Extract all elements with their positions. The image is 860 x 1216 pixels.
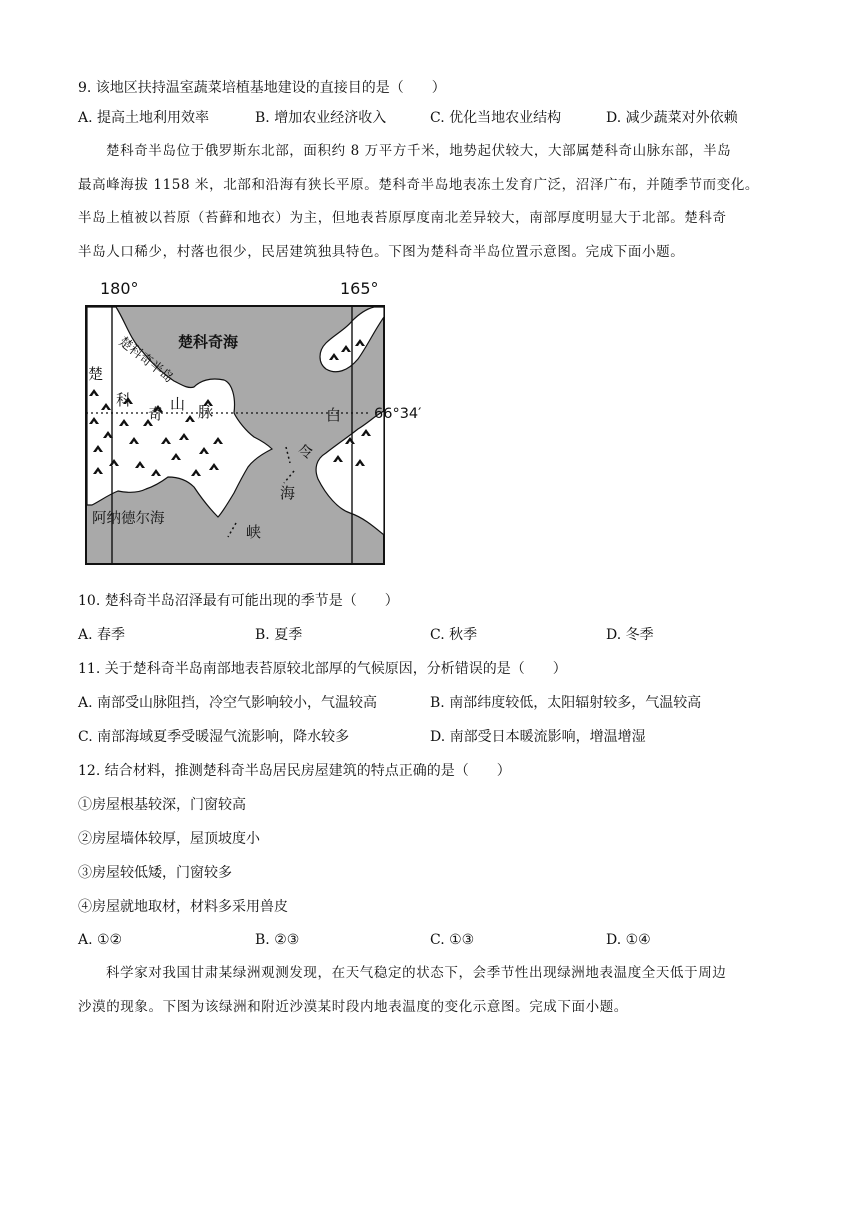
q9-option-d: D. 减少蔬菜对外依赖 bbox=[606, 110, 738, 126]
passage2-line-1: 科学家对我国甘肃某绿洲观测发现，在天气稳定的状态下，会季节性出现绿洲地表温度全天低于周边 bbox=[106, 965, 727, 981]
label-mountain-char-5: 脉 bbox=[198, 403, 214, 421]
q10-option-a: A. 春季 bbox=[78, 627, 126, 643]
label-strait-char-3: 海 bbox=[280, 484, 296, 502]
longitude-label-165: 165° bbox=[340, 279, 379, 298]
q11-option-c: C. 南部海域夏季受暖湿气流影响，降水较多 bbox=[78, 729, 350, 745]
label-mountain-char-4: 山 bbox=[170, 395, 186, 413]
passage-line-3: 半岛上植被以苔原（苔藓和地衣）为主，但地表苔原厚度南北差异较大，南部厚度明显大于北部。楚科奇 bbox=[78, 210, 727, 227]
label-mountain-char-3: 奇 bbox=[148, 405, 164, 423]
q12-statement-4: ④房屋就地取材，材料多采用兽皮 bbox=[78, 899, 288, 915]
q9-option-c: C. 优化当地农业结构 bbox=[430, 110, 562, 126]
q12-statement-3: ③房屋较低矮，门窗较多 bbox=[78, 865, 232, 881]
q12-option-b: B. ②③ bbox=[255, 932, 300, 948]
sea-label-anadyr: 阿纳德尔海 bbox=[92, 511, 165, 527]
q11-option-b: B. 南部纬度较低，太阳辐射较多，气温较高 bbox=[430, 695, 702, 711]
q12-statement-2: ②房屋墙体较厚，屋顶坡度小 bbox=[78, 831, 260, 847]
passage-oasis bbox=[78, 957, 784, 1024]
q11-option-d: D. 南部受日本暖流影响，增温增湿 bbox=[430, 729, 646, 745]
q9-option-b: B. 增加农业经济收入 bbox=[255, 110, 387, 126]
sea-label-chukchi: 楚科奇海 bbox=[178, 333, 239, 351]
q11-stem: 11. 关于楚科奇半岛南部地表苔原较北部厚的气候原因，分析错误的是（ ） bbox=[78, 661, 567, 677]
label-strait-char-2: 令 bbox=[298, 443, 314, 461]
q9-option-a: A. 提高土地利用效率 bbox=[78, 110, 210, 126]
label-chukotka-peninsula: 楚科奇半岛 bbox=[115, 334, 177, 387]
chukotka-location-map bbox=[78, 273, 422, 573]
latitude-label: 66°34′ bbox=[374, 406, 422, 422]
q12-stem: 12. 结合材料，推测楚科奇半岛居民房屋建筑的特点正确的是（ ） bbox=[78, 763, 511, 779]
passage-line-2: 最高峰海拔 1158 米，北部和沿海有狭长平原。楚科奇半岛地表冻土发育广泛，沼泽广布，并随季节而变化。 bbox=[78, 176, 760, 193]
q10-option-b: B. 夏季 bbox=[255, 627, 303, 643]
q11-option-a: A. 南部受山脉阻挡，冷空气影响较小，气温较高 bbox=[78, 695, 378, 711]
q12-option-a: A. ①② bbox=[78, 932, 123, 948]
q12-statement-1: ①房屋根基较深，门窗较高 bbox=[78, 797, 246, 813]
label-mountain-char-1: 楚 bbox=[88, 365, 104, 383]
label-strait-char-1: 白 bbox=[326, 406, 342, 424]
passage-line-4: 半岛人口稀少，村落也很少，民居建筑独具特色。下图为楚科奇半岛位置示意图。完成下面小题。 bbox=[78, 243, 685, 260]
q10-option-d: D. 冬季 bbox=[606, 627, 654, 643]
q10-option-c: C. 秋季 bbox=[430, 627, 478, 643]
passage-line-1: 楚科奇半岛位于俄罗斯东北部，面积约 8 万平方千米，地势起伏较大，大部属楚科奇山脉东部，半岛 bbox=[106, 143, 732, 159]
q12-option-d: D. ①④ bbox=[606, 932, 651, 948]
q12-option-c: C. ①③ bbox=[430, 932, 475, 948]
q9-stem: 9. 该地区扶持温室蔬菜培植基地建设的直接目的是（ ） bbox=[78, 80, 446, 96]
passage2-line-2: 沙漠的现象。下图为该绿洲和附近沙漠某时段内地表温度的变化示意图。完成下面小题。 bbox=[78, 998, 628, 1015]
longitude-label-180: 180° bbox=[100, 279, 139, 298]
passage-chukotka bbox=[78, 135, 784, 269]
label-strait-char-4: 峡 bbox=[246, 523, 262, 541]
q10-stem: 10. 楚科奇半岛沼泽最有可能出现的季节是（ ） bbox=[78, 593, 399, 609]
label-mountain-char-2: 科 bbox=[116, 391, 132, 409]
